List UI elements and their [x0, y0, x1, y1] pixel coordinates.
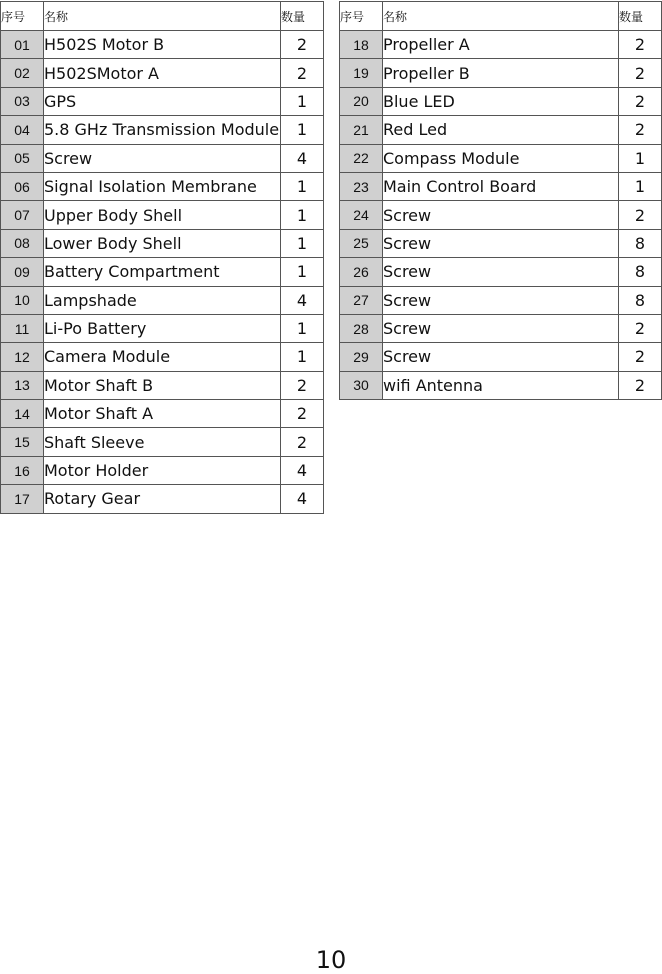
part-quantity: 2: [619, 59, 662, 87]
parts-table-left: [0, 1, 324, 514]
table-row: [1, 343, 324, 371]
table-header-row: [340, 2, 662, 31]
table-row: [1, 59, 324, 87]
part-name: Rotary Gear: [44, 485, 281, 513]
part-name: Screw: [383, 258, 619, 286]
parts-table-right: [339, 1, 662, 400]
part-name: Main Control Board: [383, 172, 619, 200]
part-quantity: 1: [281, 172, 324, 200]
part-quantity: 1: [281, 201, 324, 229]
part-quantity: 2: [281, 400, 324, 428]
part-name: Shaft Sleeve: [44, 428, 281, 456]
part-quantity: 8: [619, 229, 662, 257]
part-quantity: 2: [619, 31, 662, 59]
part-quantity: 1: [281, 314, 324, 342]
part-number: 15: [1, 428, 44, 456]
part-name: Screw: [383, 286, 619, 314]
table-row: [340, 87, 662, 115]
part-quantity: 4: [281, 286, 324, 314]
part-number: 06: [1, 172, 44, 200]
part-name: Upper Body Shell: [44, 201, 281, 229]
part-quantity: 1: [619, 144, 662, 172]
part-quantity: 2: [619, 87, 662, 115]
table-row: [340, 343, 662, 371]
part-name: Screw: [383, 343, 619, 371]
table-row: [340, 371, 662, 399]
part-number: 17: [1, 485, 44, 513]
part-number: 27: [340, 286, 383, 314]
table-row: [1, 87, 324, 115]
part-quantity: 2: [619, 314, 662, 342]
part-name: Li-Po Battery: [44, 314, 281, 342]
part-quantity: 2: [281, 371, 324, 399]
part-number: 25: [340, 229, 383, 257]
header-number: 序号: [340, 2, 383, 31]
part-name: H502S Motor B: [44, 31, 281, 59]
table-row: [340, 258, 662, 286]
table-row: [340, 314, 662, 342]
table-row: [1, 428, 324, 456]
part-quantity: 2: [619, 201, 662, 229]
table-row: [1, 258, 324, 286]
part-quantity: 4: [281, 144, 324, 172]
part-number: 02: [1, 59, 44, 87]
part-name: Motor Holder: [44, 456, 281, 484]
part-number: 03: [1, 87, 44, 115]
part-number: 20: [340, 87, 383, 115]
part-quantity: 4: [281, 456, 324, 484]
part-number: 19: [340, 59, 383, 87]
part-quantity: 2: [619, 116, 662, 144]
part-number: 23: [340, 172, 383, 200]
part-quantity: 2: [619, 371, 662, 399]
part-quantity: 1: [281, 87, 324, 115]
part-name: Screw: [44, 144, 281, 172]
header-quantity: 数量: [281, 2, 324, 31]
table-row: [340, 201, 662, 229]
header-name: 名称: [383, 2, 619, 31]
part-number: 14: [1, 400, 44, 428]
part-name: Motor Shaft A: [44, 400, 281, 428]
table-row: [1, 144, 324, 172]
table-row: [1, 456, 324, 484]
table-row: [340, 144, 662, 172]
part-name: Motor Shaft B: [44, 371, 281, 399]
table-row: [340, 172, 662, 200]
table-row: [340, 229, 662, 257]
part-name: Battery Compartment: [44, 258, 281, 286]
table-row: [1, 201, 324, 229]
part-name: Red Led: [383, 116, 619, 144]
part-name: Lampshade: [44, 286, 281, 314]
table-header-row: [1, 2, 324, 31]
part-quantity: 8: [619, 286, 662, 314]
part-name: Signal Isolation Membrane: [44, 172, 281, 200]
part-quantity: 1: [281, 343, 324, 371]
part-name: Propeller B: [383, 59, 619, 87]
part-name: Compass Module: [383, 144, 619, 172]
part-number: 22: [340, 144, 383, 172]
part-quantity: 1: [619, 172, 662, 200]
part-number: 04: [1, 116, 44, 144]
part-number: 01: [1, 31, 44, 59]
part-number: 29: [340, 343, 383, 371]
part-quantity: 4: [281, 485, 324, 513]
table-row: [1, 172, 324, 200]
table-row: [1, 485, 324, 513]
part-name: Screw: [383, 201, 619, 229]
part-number: 26: [340, 258, 383, 286]
part-name: Screw: [383, 229, 619, 257]
part-quantity: 2: [281, 31, 324, 59]
part-number: 28: [340, 314, 383, 342]
part-number: 13: [1, 371, 44, 399]
part-quantity: 1: [281, 116, 324, 144]
part-number: 12: [1, 343, 44, 371]
table-row: [1, 400, 324, 428]
part-number: 05: [1, 144, 44, 172]
table-row: [1, 286, 324, 314]
part-name: Blue LED: [383, 87, 619, 115]
part-quantity: 1: [281, 229, 324, 257]
part-name: 5.8 GHz Transmission Module: [44, 116, 281, 144]
table-row: [340, 116, 662, 144]
part-quantity: 2: [619, 343, 662, 371]
part-number: 16: [1, 456, 44, 484]
part-number: 10: [1, 286, 44, 314]
part-name: H502SMotor A: [44, 59, 281, 87]
part-number: 30: [340, 371, 383, 399]
part-number: 21: [340, 116, 383, 144]
part-name: Camera Module: [44, 343, 281, 371]
part-name: Screw: [383, 314, 619, 342]
table-row: [1, 229, 324, 257]
table-row: [340, 286, 662, 314]
part-name: Propeller A: [383, 31, 619, 59]
header-number: 序号: [1, 2, 44, 31]
table-row: [1, 371, 324, 399]
part-number: 18: [340, 31, 383, 59]
part-number: 09: [1, 258, 44, 286]
part-quantity: 1: [281, 258, 324, 286]
table-row: [1, 116, 324, 144]
header-quantity: 数量: [619, 2, 662, 31]
part-quantity: 2: [281, 59, 324, 87]
part-quantity: 8: [619, 258, 662, 286]
part-name: Lower Body Shell: [44, 229, 281, 257]
header-name: 名称: [44, 2, 281, 31]
part-name: GPS: [44, 87, 281, 115]
table-row: [340, 59, 662, 87]
part-number: 08: [1, 229, 44, 257]
part-number: 24: [340, 201, 383, 229]
page-number: 10: [315, 946, 347, 974]
part-name: wifi Antenna: [383, 371, 619, 399]
part-number: 07: [1, 201, 44, 229]
table-row: [1, 314, 324, 342]
part-quantity: 2: [281, 428, 324, 456]
table-row: [340, 31, 662, 59]
part-number: 11: [1, 314, 44, 342]
table-row: [1, 31, 324, 59]
